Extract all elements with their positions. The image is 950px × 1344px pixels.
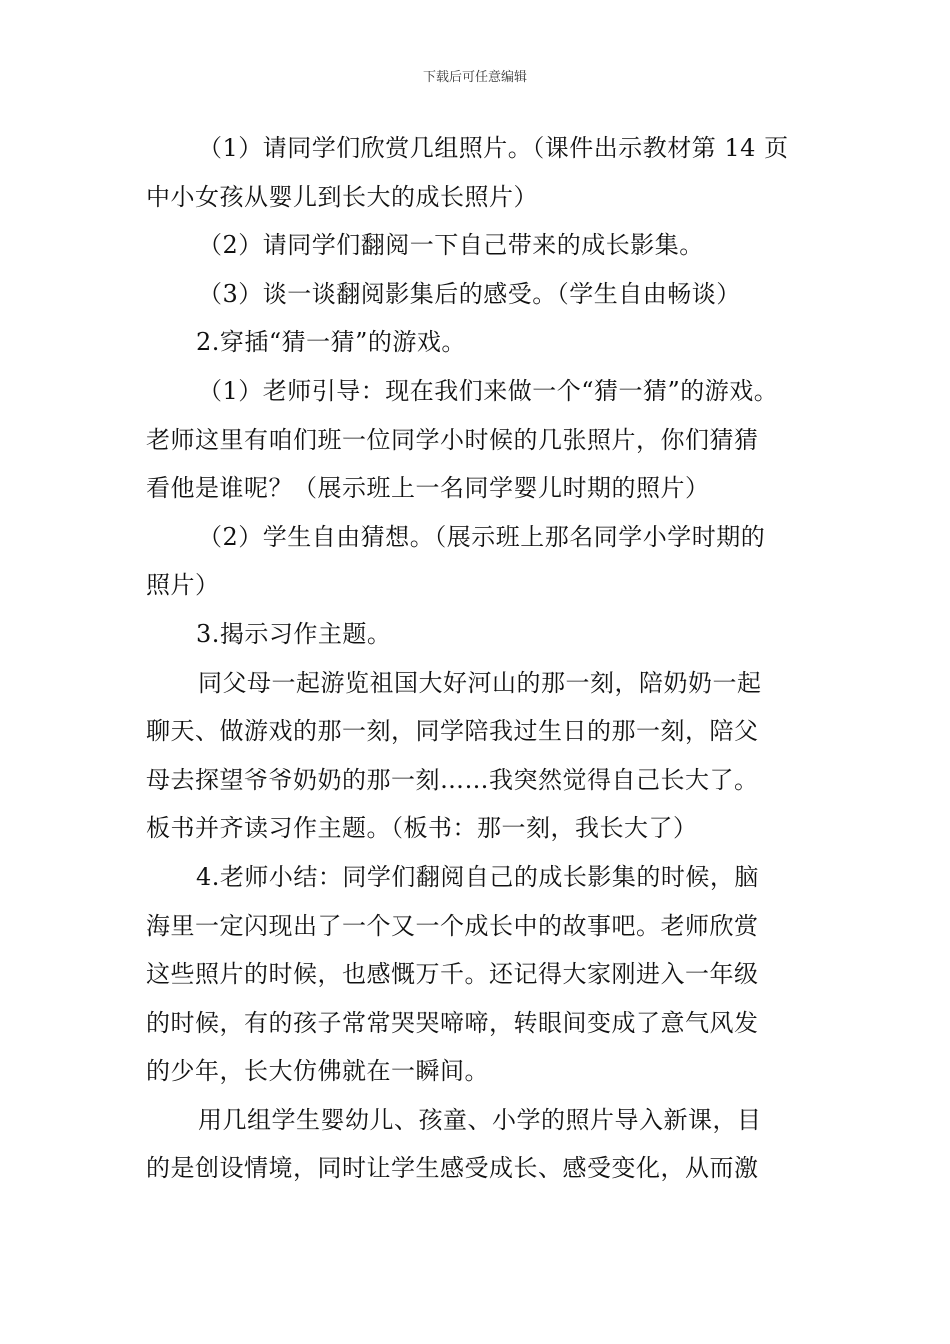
- text-line: 聊天、做游戏的那一刻，同学陪我过生日的那一刻，陪父: [146, 717, 759, 746]
- text-line: （2）学生自由猜想。（展示班上那名同学小学时期的: [198, 522, 766, 551]
- text-line: 2.穿插“猜一猜”的游戏。: [196, 328, 466, 357]
- text-line: 这些照片的时候，也感慨万千。还记得大家刚进入一年级: [146, 960, 759, 989]
- text-line: 4.老师小结：同学们翻阅自己的成长影集的时候，脑: [196, 862, 759, 891]
- text-line: 看他是谁呢？（展示班上一名同学婴儿时期的照片）: [146, 474, 710, 503]
- text-line: （2）请同学们翻阅一下自己带来的成长影集。: [198, 231, 704, 260]
- text-line: 的时候，有的孩子常常哭哭啼啼，转眼间变成了意气风发: [146, 1008, 759, 1037]
- text-line: 的少年，长大仿佛就在一瞬间。: [146, 1057, 489, 1086]
- text-line: （3）谈一谈翻阅影集后的感受。（学生自由畅谈）: [198, 279, 741, 308]
- text-line: 用几组学生婴幼儿、孩童、小学的照片导入新课，目: [198, 1105, 762, 1134]
- page-header: 下载后可任意编辑: [422, 70, 527, 85]
- text-line: 同父母一起游览祖国大好河山的那一刻，陪奶奶一起: [198, 668, 762, 697]
- text-line: （1）老师引导：现在我们来做一个“猜一猜”的游戏。: [198, 376, 779, 405]
- text-line: 母去探望爷爷奶奶的那一刻……我突然觉得自己长大了。: [146, 765, 759, 794]
- text-line: （1）请同学们欣赏几组照片。（课件出示教材第 14 页: [198, 134, 789, 162]
- text-line: 中小女孩从婴儿到长大的成长照片）: [146, 182, 538, 211]
- text-line: 照片）: [146, 571, 220, 600]
- text-line: 的是创设情境，同时让学生感受成长、感受变化，从而激: [146, 1154, 759, 1183]
- text-line: 3.揭示习作主题。: [196, 619, 392, 648]
- text-line: 板书并齐读习作主题。（板书：那一刻，我长大了）: [146, 814, 698, 843]
- document-body: [146, 124, 810, 1193]
- text-line: 老师这里有咱们班一位同学小时候的几张照片，你们猜猜: [146, 425, 759, 454]
- text-line: 海里一定闪现出了一个又一个成长中的故事吧。老师欣赏: [146, 911, 759, 940]
